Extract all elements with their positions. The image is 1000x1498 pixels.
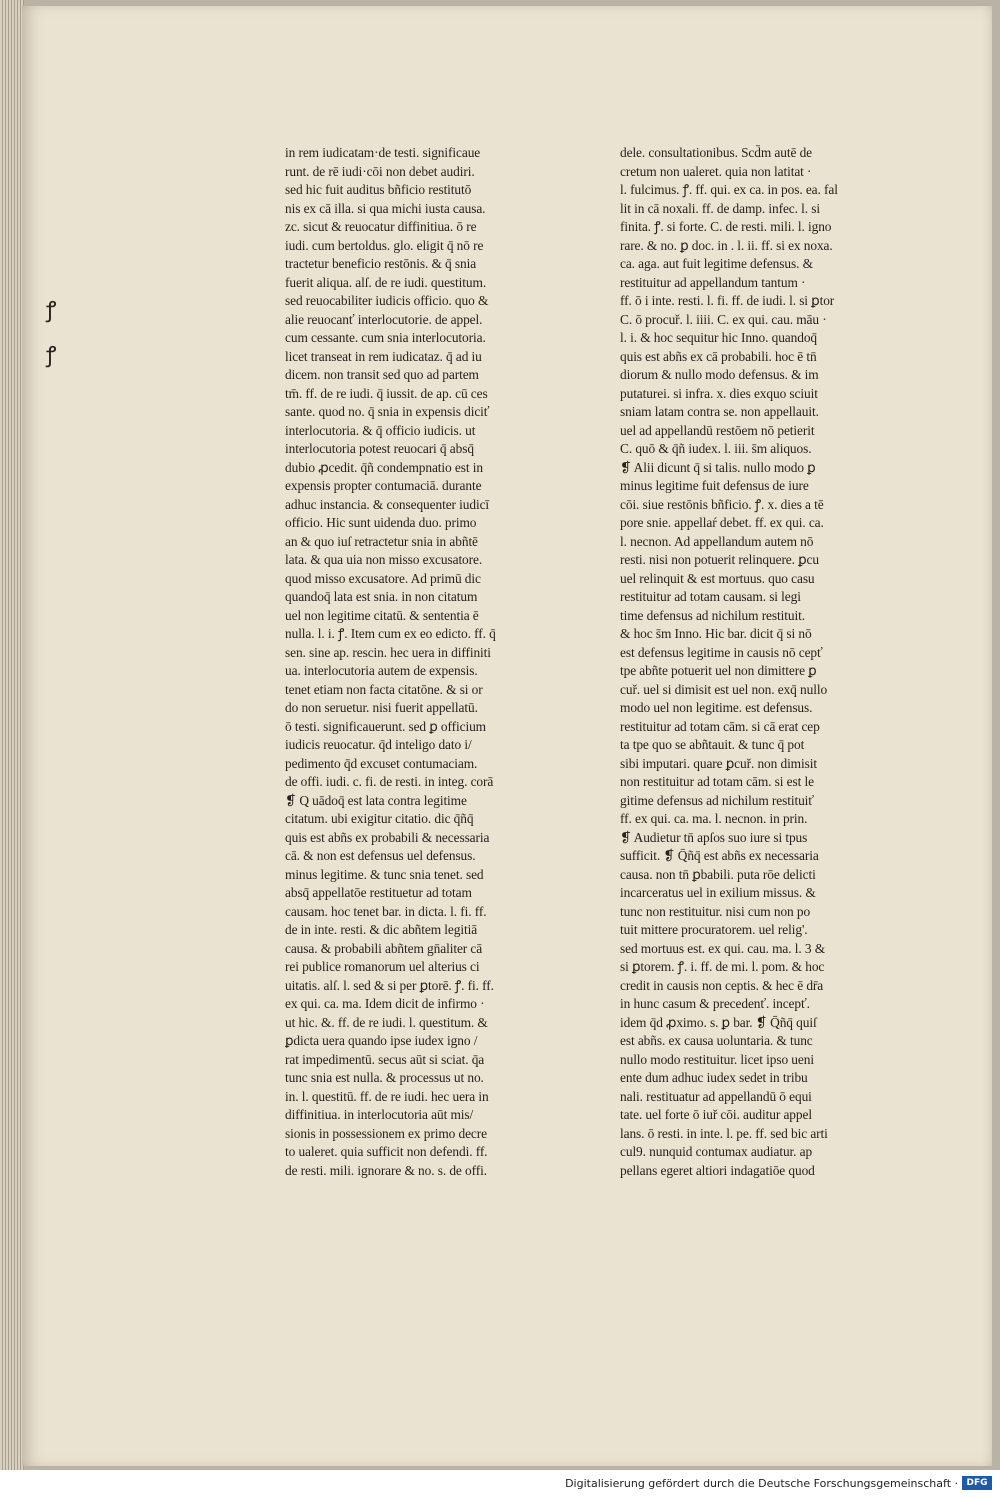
text-line: nali. restituatur ad appellandū ō equi bbox=[620, 1088, 812, 1104]
text-line: idem q̄d ꝓximo. s. ꝑ bar. ❡ Q̄ñq̄ quiſ bbox=[620, 1014, 817, 1030]
text-line: dubio ꝓcedit. q̄ñ condempnatio est in bbox=[285, 459, 483, 475]
text-line: restituitur ad totam causam. si legi bbox=[620, 589, 801, 604]
text-line: interlocutoria potest reuocari q̄ absq̄ bbox=[285, 441, 474, 456]
text-line: ente dum adhuc iudex sedet in tribu bbox=[620, 1070, 808, 1085]
text-line: absq̄ appellatōe restituetur ad totam bbox=[285, 885, 472, 900]
text-line: & hoc s̄m Inno. Hic bar. dicit q̄ si nō bbox=[620, 626, 812, 641]
text-line: tpe abñte potuerit uel non dimittere ꝑ bbox=[620, 663, 817, 678]
text-line: quod misso excusatore. Ad primū dic bbox=[285, 570, 481, 586]
text-line: sibi imputari. quare ꝑcuř. non dimisit bbox=[620, 755, 817, 771]
text-line: tate. uel forte ō iuř cōi. auditur appel bbox=[620, 1107, 812, 1122]
text-line: quis est abñs ex probabili & necessaria bbox=[285, 829, 490, 845]
page-edges bbox=[0, 0, 24, 1470]
text-line: sionis in possessionem ex primo decre bbox=[285, 1125, 487, 1141]
text-line: ꝑdicta uera quando ipse iudex igno / bbox=[285, 1033, 478, 1048]
text-line: minus legitime fuit defensus de iure bbox=[620, 478, 809, 493]
footer-bar bbox=[0, 1470, 1000, 1498]
margin-mark: ꝭ bbox=[46, 343, 57, 368]
text-line: putaturei. si infra. x. dies exquo sciuit bbox=[620, 385, 818, 401]
text-line: gitime defensus ad nichilum restituiť bbox=[620, 792, 814, 808]
text-line: nis ex cā illa. si qua michi iusta causa. bbox=[285, 200, 486, 216]
text-line: restituitur ad appellandum tantum · bbox=[620, 274, 806, 290]
text-line: lans. ō resti. in inte. l. pe. ff. sed bic arti bbox=[620, 1125, 828, 1141]
text-line: l. necnon. Ad appellandum autem nō bbox=[620, 533, 814, 549]
text-line: ❡ Audietur tn̄ apſos suo iure si tpus bbox=[620, 829, 808, 845]
text-line: sniam latam contra se. non appellauit. bbox=[620, 404, 819, 419]
text-line: resti. nisi non potuerit relinquere. ꝑcu bbox=[620, 552, 819, 567]
text-line: ex qui. ca. ma. Idem dicit de infirmo · bbox=[285, 996, 485, 1011]
text-line: cuř. uel si dimisit est uel non. exq̄ nullo bbox=[620, 681, 828, 697]
text-line: de offi. iudi. c. fi. de resti. in integ. corā bbox=[285, 774, 494, 789]
text-line: uel relinquit & est mortuus. quo casu bbox=[620, 570, 815, 586]
text-line: diffinitiua. in interlocutoria aūt mis/ bbox=[285, 1107, 474, 1122]
text-line: in rem iudicatam·de testi. significaue bbox=[285, 145, 481, 160]
text-line: credit in causis non ceptis. & hec ē dr̄a bbox=[620, 977, 824, 993]
text-line: alie reuocanť interlocutorie. de appel. bbox=[285, 311, 483, 327]
text-line: rare. & no. ꝑ doc. in . l. ii. ff. si ex noxa. bbox=[620, 237, 833, 253]
text-line: est defensus legitime in causis nō cepť bbox=[620, 644, 823, 660]
text-line: dele. consultationibus. Scd̄m autē de bbox=[620, 145, 813, 160]
text-line: an & quo iuſ retractetur snia in abñtē bbox=[285, 533, 478, 549]
text-line: do non seruetur. nisi fuerit appellatū. bbox=[285, 700, 478, 715]
text-line: tunc snia est nulla. & processus ut no. bbox=[285, 1070, 484, 1085]
text-line: restituitur ad totam cām. si cā erat cep bbox=[620, 718, 820, 734]
text-line: in hunc casum & precedenť. incepť. bbox=[620, 996, 810, 1011]
text-line: causa. non tn̄ ꝑbabili. puta rōe delicti bbox=[620, 866, 816, 882]
text-line: causam. hoc tenet bar. in dicta. l. fi. ff. bbox=[285, 903, 487, 919]
text-line: modo uel non legitime. est defensus. bbox=[620, 700, 813, 715]
text-line: tenet etiam non facta citatōne. & si or bbox=[285, 681, 483, 697]
text-line: citatum. ubi exigitur citatio. dic q̄ñq̄ bbox=[285, 811, 474, 826]
text-line: de resti. mili. ignorare & no. s. de offi. bbox=[285, 1162, 487, 1178]
text-line: iudi. cum bertoldus. glo. eligit q̄ nō re bbox=[285, 237, 484, 253]
text-line: de in inte. resti. & dic abñtem legitiā bbox=[285, 922, 478, 937]
text-line: l. fulcimus. ꝭ. ff. qui. ex ca. in pos. ea. fal bbox=[620, 182, 838, 197]
text-line: ca. aga. aut fuit legitime defensus. & bbox=[620, 256, 813, 271]
text-line: sufficit. ❡ Q̄ñq̄ est abñs ex necessaria bbox=[620, 848, 819, 863]
left-text-column bbox=[285, 144, 580, 1180]
text-line: finita. ꝭ. si forte. C. de resti. mili. l. igno bbox=[620, 219, 832, 234]
text-line: adhuc instancia. & consequenter iudicī bbox=[285, 496, 490, 512]
text-line: incarceratus uel in exilium missus. & bbox=[620, 885, 816, 900]
text-line: time defensus ad nichilum restituit. bbox=[620, 607, 805, 623]
text-line: sed mortuus est. ex qui. cau. ma. l. 3 & bbox=[620, 940, 826, 956]
text-line: expensis propter contumaciā. durante bbox=[285, 478, 482, 493]
text-line: licet transeat in rem iudicataz. q̄ ad iu bbox=[285, 348, 482, 364]
text-line: tractetur beneficio restōnis. & q̄ snia bbox=[285, 256, 477, 271]
text-line: sen. sine ap. rescin. hec uera in diffiniti bbox=[285, 644, 491, 660]
text-line: tunc non restituitur. nisi cum non po bbox=[620, 903, 811, 919]
text-line: ff. ex qui. ca. ma. l. necnon. in prin. bbox=[620, 811, 808, 826]
text-line: ❡ Alii dicunt q̄ si talis. nullo modo ꝑ bbox=[620, 459, 816, 475]
text-line: ut hic. &. ff. de re iudi. l. questitum. & bbox=[285, 1014, 488, 1030]
text-line: diorum & nullo modo defensus. & im bbox=[620, 367, 819, 382]
text-line: cōi. siue restōnis bñficio. ꝭ. x. dies a tē bbox=[620, 496, 824, 512]
text-line: tm̄. ff. de re iudi. q̄ iussit. de ap. cū ces bbox=[285, 385, 488, 401]
text-line: officio. Hic sunt uidenda duo. primo bbox=[285, 515, 477, 530]
text-line: cā. & non est defensus uel defensus. bbox=[285, 848, 476, 863]
text-line: zc. sicut & reuocatur diffinitiua. ō re bbox=[285, 219, 477, 234]
text-line: ❡ Q uādoq̄ est lata contra legitime bbox=[285, 792, 467, 808]
right-text-column bbox=[620, 144, 912, 1180]
text-line: non restituitur ad totam cām. si est le bbox=[620, 774, 814, 789]
text-line: cretum non ualeret. quia non latitat · bbox=[620, 163, 812, 179]
text-line: quis est abñs ex cā probabili. hoc ē tn̄ bbox=[620, 348, 817, 364]
text-line: uel ad appellandū restōem nō petierit bbox=[620, 422, 815, 438]
text-line: dicem. non transit sed quo ad partem bbox=[285, 367, 479, 382]
text-line: l. i. & hoc sequitur hic Inno. quandoq̄ bbox=[620, 330, 818, 345]
dfg-logo: DFG bbox=[962, 1476, 992, 1490]
text-line: cum cessante. cum snia interlocutoria. bbox=[285, 330, 486, 345]
text-line: pedimento q̄d excuset contumaciam. bbox=[285, 755, 478, 771]
text-line: quandoq̄ lata est snia. in non citatum bbox=[285, 589, 478, 604]
text-line: nullo modo restituitur. licet ipso ueni bbox=[620, 1051, 814, 1067]
funding-notice: Digitalisierung gefördert durch die Deutsche Forschungsgemeinschaft · bbox=[565, 1477, 958, 1490]
text-line: C. ō procuř. l. iiii. C. ex qui. cau. māu · bbox=[620, 311, 827, 327]
text-line: est abñs. ex causa uoluntaria. & tunc bbox=[620, 1033, 813, 1048]
text-line: minus legitime. & tunc snia tenet. sed bbox=[285, 866, 484, 882]
margin-mark: ꝭ bbox=[46, 298, 57, 323]
text-line: ua. interlocutoria autem de expensis. bbox=[285, 663, 478, 678]
text-line: causa. & probabili abñtem gn̄aliter cā bbox=[285, 940, 483, 956]
text-line: ff. ō i inte. resti. l. fi. ff. de iudi. l. si ꝑtor bbox=[620, 293, 835, 308]
text-line: rei publice romanorum uel alterius ci bbox=[285, 959, 480, 974]
text-line: sed hic fuit auditus bñficio restitutō bbox=[285, 182, 472, 197]
text-line: lata. & qua uia non misso excusatore. bbox=[285, 552, 483, 567]
text-line: in. l. questitū. ff. de re iudi. hec uera in bbox=[285, 1088, 489, 1104]
text-line: si ꝑtorem. ꝭ. i. ff. de mi. l. pom. & hoc bbox=[620, 959, 825, 974]
text-line: uitatis. alſ. l. sed & si per ꝑtorē. ꝭ. fi. ff. bbox=[285, 977, 494, 993]
text-line: C. quō & q̄ñ iudex. l. iii. s̄m aliquos. bbox=[620, 441, 812, 456]
text-line: pore snie. appellaŕ debet. ff. ex qui. ca. bbox=[620, 515, 824, 530]
text-line: fuerit aliqua. alſ. de re iudi. questitum. bbox=[285, 274, 487, 290]
text-line: interlocutoria. & q̄ officio iudicis. ut bbox=[285, 422, 476, 438]
text-line: ō testi. significauerunt. sed ꝑ officium bbox=[285, 718, 486, 734]
text-line: rat impedimentū. secus aūt si sciat. q̄a bbox=[285, 1051, 485, 1067]
text-line: sed reuocabiliter iudicis officio. quo & bbox=[285, 293, 489, 308]
text-line: to ualeret. quia sufficit non defendi. ff. bbox=[285, 1144, 488, 1159]
text-line: runt. de rē iudi·cōi non debet audiri. bbox=[285, 163, 475, 179]
text-line: uel non legitime citatū. & sententia ē bbox=[285, 607, 479, 623]
text-line: nulla. l. i. ꝭ. Item cum ex eo edicto. ff. q̄ bbox=[285, 626, 496, 641]
text-line: cul9. nunquid contumax audiatur. ap bbox=[620, 1144, 813, 1159]
text-line: pellans egeret altiori indagatiōe quod bbox=[620, 1162, 815, 1178]
text-line: iudicis reuocatur. q̄d inteligo dato i/ bbox=[285, 737, 472, 752]
text-line: lit in cā noxali. ff. de damp. infec. l. si bbox=[620, 200, 820, 216]
text-line: sante. quod no. q̄ snia in expensis diciť bbox=[285, 404, 490, 419]
text-line: tuit mittere procuratorem. uel relig'. bbox=[620, 922, 808, 937]
text-line: ta tpe quo se abñtauit. & tunc q̄ pot bbox=[620, 737, 805, 752]
